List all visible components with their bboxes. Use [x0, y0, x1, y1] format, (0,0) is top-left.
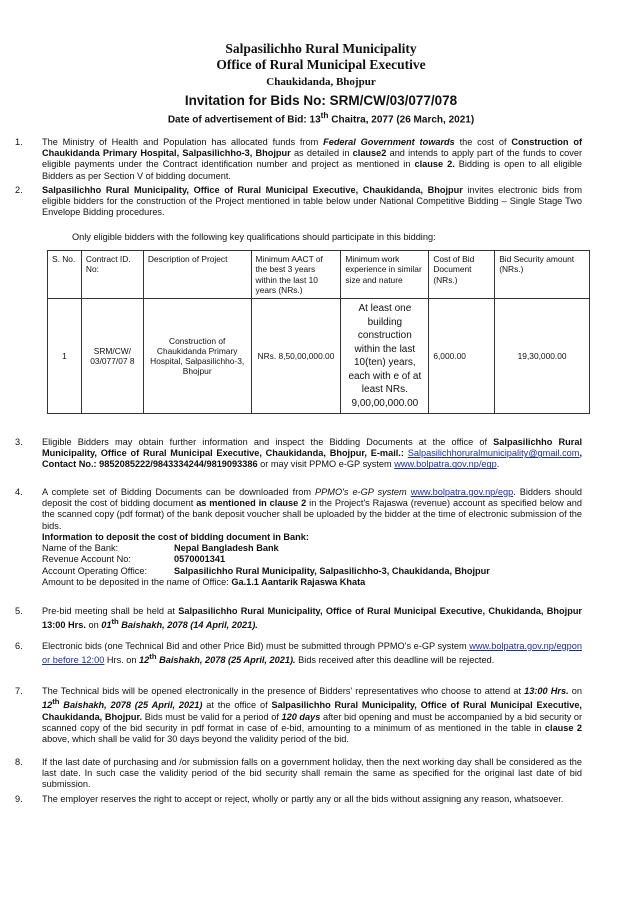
deposit-office-row: Amount to be deposited in the name of Office: Ga.1.1 Aantarik Rajaswa Khata — [42, 576, 366, 587]
egp-link[interactable]: www.bolpatra.gov.np/egpon or before 12:00 — [42, 641, 582, 666]
clause-3: 3. Eligible Bidders may obtain further information and inspect the Bidding Documents at the office of Salpasilichho Rural Municipality, Office of Rural Municipal Executive, Chaukidanda, Bhojpur, E-mail.: Salpasilichhoruralmunicipality@gmail.com, Contact No.: 9852085222/9843334244/9819093386 or may visit PPMO e-GP system www.bolpatra.gov.np/egp. — [15, 437, 583, 470]
table-header: Cost of Bid Document (NRs.) — [429, 251, 495, 299]
egp-link[interactable]: www.bolpatra.gov.np/egp — [394, 459, 497, 470]
table-cell: NRs. 8,50,00,000.00 — [251, 299, 341, 414]
clause-4: 4. A complete set of Bidding Documents can be downloaded from PPMO's e-GP system www.bolpatra.gov.np/egp. Bidders should deposit the cost of bidding document as mentioned in clause 2 in the Project's Rajaswa (revenue) account as specified below and the scanned copy (pdf format) of the bank deposit voucher shall be uploaded by the bidder at the time of electronic submission of the bids. Information to deposit the cost of bidding document in Bank: Name of the Bank: Nepal Bangladesh Bank Revenue Account No: 0570001341 Account Operating Office: Salpasilichho Rural Municipality, Salpasilichho-3, Chaukidanda, Bhojpur Amount to be deposited in the name of Office: Ga.1.1 Aantarik Rajaswa Khata — [15, 487, 582, 587]
clause-1: 1. The Ministry of Health and Population has allocated funds from Federal Government towards the cost of Construction of Chaukidanda Primary Hospital, Salpasilichho-3, Bhojpur as detailed in clause2 and intends to apply part of the funds to cover eligible payments under the Contract identification number and project as mentioned in clause 2. Bidding is open to all eligible Bidders as per Section V of bidding document. — [15, 137, 583, 181]
clause-number: 7. — [15, 686, 23, 696]
bank-name-row: Name of the Bank: Nepal Bangladesh Bank — [42, 543, 279, 554]
table-header: S. No. — [48, 251, 82, 299]
table-cell: 19,30,000.00 — [495, 299, 590, 414]
clause-7: 7. The Technical bids will be opened electronically in the presence of Bidders' representatives who choose to attend at 13:00 Hrs. on 12th Baishakh, 2078 (25 April, 2021) at the office of Salpasilichho Rural Municipality, Office of Rural Municipal Executive, Chaukidanda, Bhojpur. Bids must be valid for a period of 120 days after bid opening and must be accompanied by a bid security or scanned copy of the bid security in pdf format in case of e-bid, amounting to a minimum of as mentioned in the table in clause 2 above, which shall be valid for 30 days beyond the validity period of the bid. — [15, 686, 583, 744]
table-header: Minimum work experience in similar size and nature — [341, 251, 429, 299]
advertisement-date: Date of advertisement of Bid: 13th Chaitra, 2077 (26 March, 2021) — [167, 110, 475, 126]
bank-info-heading: Information to deposit the cost of bidding document in Bank: — [42, 531, 309, 542]
table-cell: 1 — [48, 299, 82, 414]
table-cell: 6,000.00 — [429, 299, 495, 414]
clause-8: 8. If the last date of purchasing and /or submission falls on a government holiday, then the next working day shall be considered as the last date. In such case the validity period of the bid security shall remain the same as specified for the original last date of bid submission. — [15, 757, 582, 790]
table-cell: At least one building construction within the last 10(ten) years, each with e of at least NRs. 9,00,00,000.00 — [341, 299, 429, 414]
clause-5: 5. Pre-bid meeting shall be held at Salpasilichho Rural Municipality, Office of Rural Municipal Executive, Chukidanda, Bhojpur 13:00 Hrs. on 01th Baishakh, 2078 (14 April, 2021). — [15, 606, 583, 631]
clause-number: 4. — [15, 487, 23, 497]
clause-number: 5. — [15, 606, 23, 616]
table-header: Contract ID. No: — [81, 251, 143, 299]
clause-number: 8. — [15, 757, 23, 767]
table-header: Bid Security amount (NRs.) — [495, 251, 590, 299]
office-name: Office of Rural Municipal Executive — [216, 56, 426, 72]
header-org — [0, 41, 642, 72]
clause-number: 6. — [15, 641, 23, 651]
clause-6: 6. Electronic bids (one Technical Bid and other Price Bid) must be submitted through PPMO's e-GP system www.bolpatra.gov.np/egpon or before 12:00 Hrs. on 12th Baishakh, 2078 (25 April, 2021). Bids received after this deadline will be rejected. — [15, 641, 582, 666]
clause-2: 2. Salpasilichho Rural Municipality, Office of Rural Municipal Executive, Chaukidanda, Bhojpur invites electronic bids from eligible bidders for the construction of the Project mentioned in table below under National Competitive Bidding – Single Stage Two Envelope Bidding procedures. — [15, 185, 582, 218]
operating-office-row: Account Operating Office: Salpasilichho Rural Municipality, Salpasilichho-3, Chaukidanda, Bhojpur — [42, 565, 490, 576]
clause-number: 3. — [15, 437, 23, 447]
email-link[interactable]: Salpasilichhoruralmunicipality@gmail.com — [407, 448, 580, 459]
page-title: Invitation for Bids No: SRM/CW/03/077/078 — [184, 93, 458, 108]
table-cell: SRM/CW/ 03/077/07 8 — [81, 299, 143, 414]
clause-9: 9. The employer reserves the right to accept or reject, wholly or partly any or all the bids without assigning any reason, whatsoever. — [15, 794, 564, 804]
org-name: Salpasilichho Rural Municipality — [225, 41, 417, 56]
table-header: Minimum AACT of the best 3 years within the last 10 years (NRs.) — [251, 251, 341, 299]
org-location: Chaukidanda, Bhojpur — [266, 76, 376, 88]
account-row: Revenue Account No: 0570001341 — [42, 554, 226, 565]
clause-number: 2. — [15, 185, 23, 195]
table-row — [48, 299, 590, 414]
clause-number: 9. — [15, 794, 23, 804]
table-header-row — [48, 251, 590, 299]
table-cell: Construction of Chaukidanda Primary Hospital, Salpasilichho-3, Bhojpur — [143, 299, 251, 414]
qualification-note: Only eligible bidders with the following key qualifications should participate in this bidding: — [72, 232, 436, 242]
bid-table — [47, 250, 590, 414]
table-header: Description of Project — [143, 251, 251, 299]
egp-link[interactable]: www.bolpatra.gov.np/egp — [410, 487, 514, 497]
clause-number: 1. — [15, 137, 23, 147]
